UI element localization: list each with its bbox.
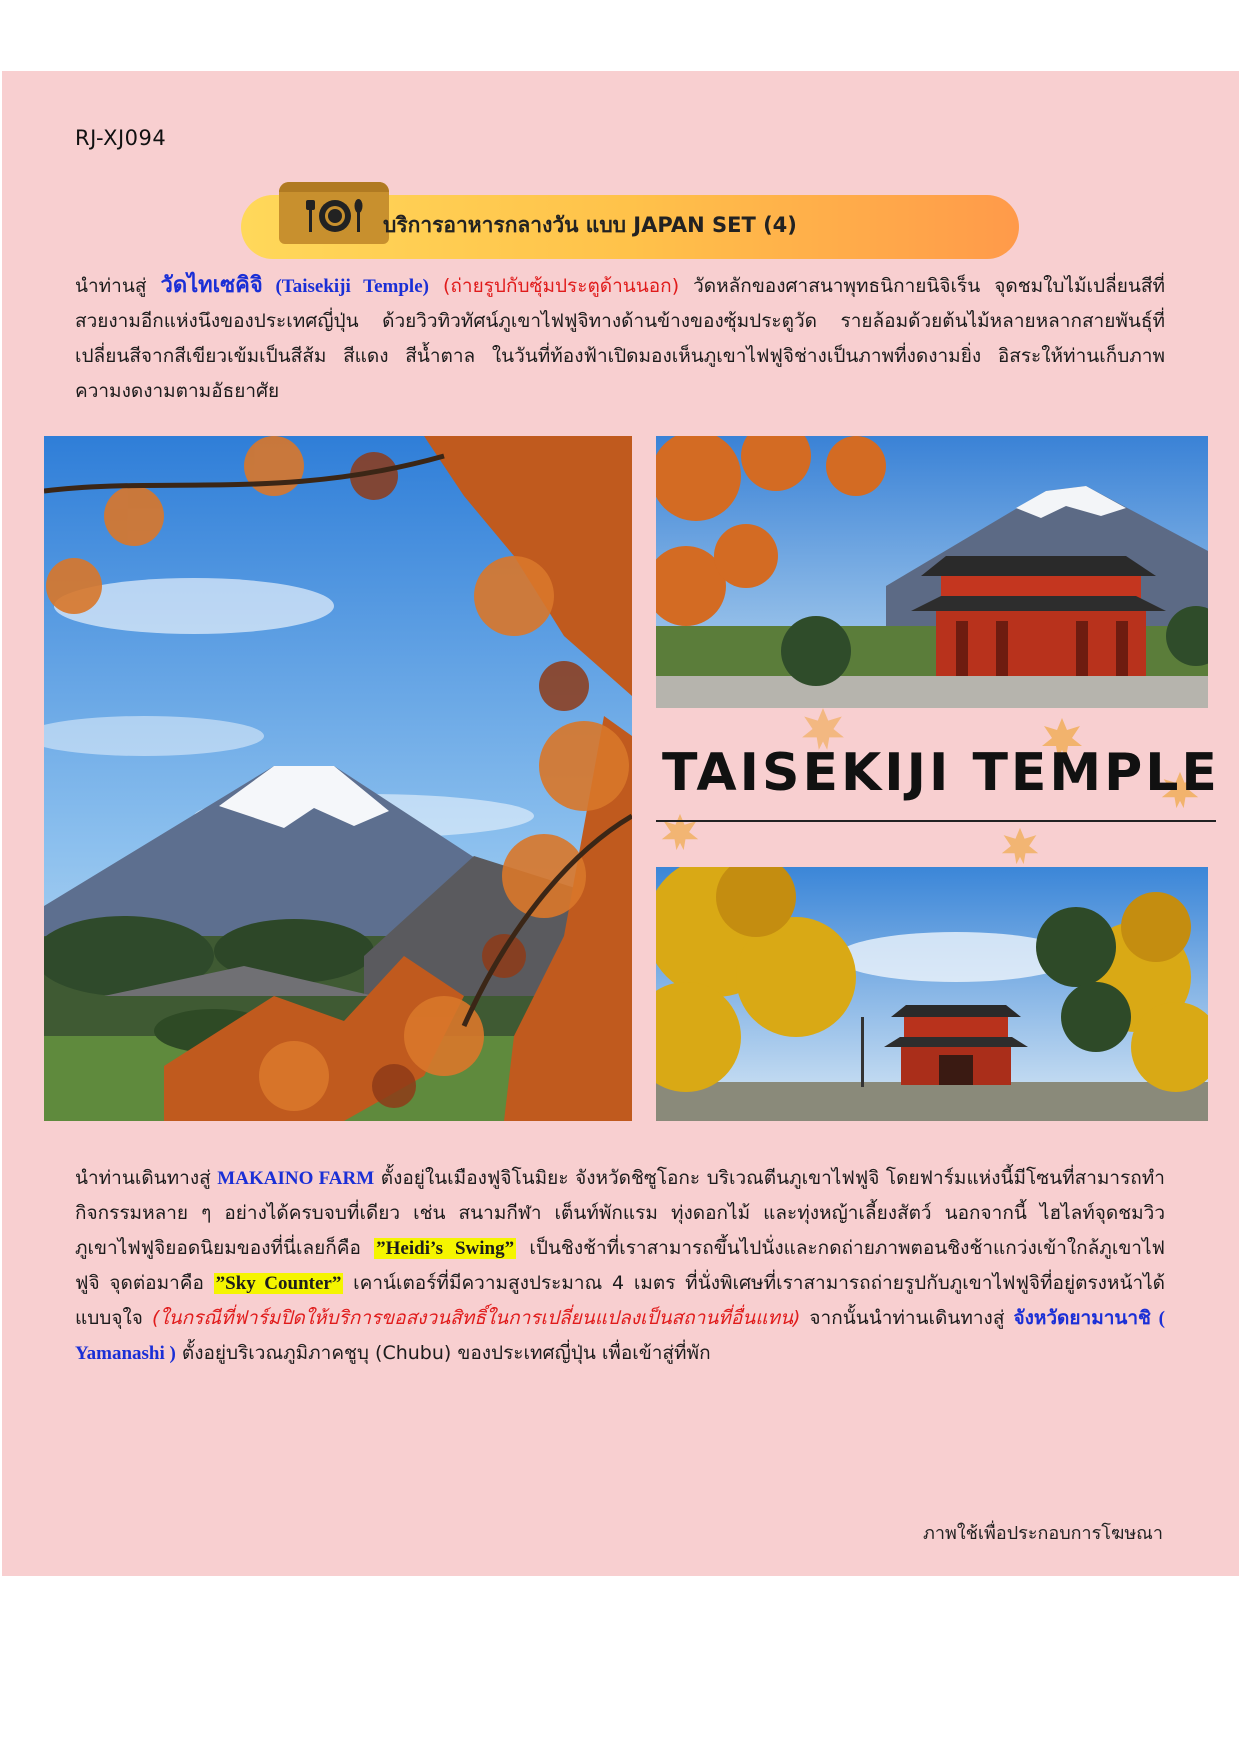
prefecture-name-thai: จังหวัดยามานาชิ: [1013, 1307, 1151, 1329]
advertising-disclaimer: ภาพใช้เพื่อประกอบการโฆษณา: [923, 1523, 1163, 1544]
prefecture-name-english: ( Yamanashi ): [75, 1308, 1166, 1364]
dish-cutlery-icon: [303, 194, 367, 238]
maple-leaf-icon: [660, 812, 700, 852]
text-run: เป็นชิงช้าที่เราสามารถขึ้นไปนั่งและกดถ่ายภาพตอนชิงช้าแกว่งเข้าใกล้ภูเขาไฟฟูจิ จุดต่อมาคือ: [75, 1237, 1165, 1294]
temple-gate-fuji-photo: [656, 436, 1208, 708]
farm-name: MAKAINO FARM: [217, 1168, 375, 1189]
text-run: ตั้งอยู่บริเวณภูมิภาคชูบุ (Chubu) ของประเทศญี่ปุ่น เพื่อเข้าสู่ที่พัก: [175, 1342, 711, 1364]
taisekiji-description: [75, 268, 1165, 409]
text-run: ตั้งอยู่ในเมืองฟูจิโนมิยะ จังหวัดชิซูโอกะ บริเวณตีนภูเขาไฟฟูจิ โดยฟาร์มแห่งนี้มีโซนที่สามารถทำกิจกรรมหลาย ๆ อย่างได้ครบจบที่เดียว เช่น สนามกีฬา เต็นท์พักแรม ทุ่งดอกไม้ และทุ่งหญ้าเลี้ยงสัตว์ นอกจากนี้ ไฮไลท์จุดชมวิวภูเขาไฟฟูจิยอดนิยมของที่นี่เลยก็คือ: [75, 1167, 1165, 1259]
text-run: วัดหลักของศาสนาพุทธนิกายนิจิเร็น จุดชมใบไม้เปลี่ยนสีที่สวยงามอีกแห่งนึงของประเทศญี่ปุ่น ด้วยวิวทิวทัศน์ภูเขาไฟฟูจิทางด้านข้างของซุ้มประตูวัด รายล้อมด้วยต้นไม้หลายหลากสายพันธุ์ที่เปลี่ยนสีจากสีเขียวเข้มเป็นสีส้ม สีแดง สีน้ำตาล ในวันที่ท้องฟ้าเปิดมองเห็นภูเขาไฟฟูจิช่างเป็นภาพที่งดงามยิ่ง อิสระให้ท่านเก็บภาพความงดงามตามอัธยาศัย: [75, 275, 1165, 402]
text-run: จากนั้นนำท่านเดินทางสู่: [800, 1307, 1014, 1329]
makaino-farm-description: [75, 1161, 1165, 1371]
highlight-heidis-swing: ”Heidi’s Swing”: [376, 1238, 515, 1259]
photo-note: (ถ่ายรูปกับซุ้มประตูด้านนอก): [428, 275, 680, 297]
banner-tab-curl: [279, 182, 389, 192]
highlight-sky-counter: ”Sky Counter”: [215, 1273, 342, 1294]
fuji-maple-photo: [44, 436, 632, 1121]
text-run: เคาน์เตอร์ที่มีความสูงประมาณ 4 เมตร ที่นั่งพิเศษที่เราสามารถถ่ายรูปกับภูเขาไฟฟูจิที่อยู่ตรงหน้าได้แบบจุใจ: [75, 1272, 1166, 1329]
temple-name-english: (Taisekiji Temple): [262, 276, 429, 297]
text-run: นำท่านเดินทางสู่: [75, 1167, 218, 1189]
maple-leaf-icon: [1000, 826, 1040, 866]
text-run: นำท่านสู่: [75, 275, 161, 297]
temple-name-thai: วัดไทเซคิจิ: [160, 273, 263, 298]
temple-title: TAISEKIJI TEMPLE: [662, 743, 1220, 803]
title-divider: [656, 820, 1216, 822]
tour-code: RJ-XJ094: [75, 126, 167, 150]
ginkgo-gate-photo: [656, 867, 1208, 1121]
closure-note: (ในกรณีที่ฟาร์มปิดให้บริการขอสงวนสิทธิ์ในการเปลี่ยนแปลงเป็นสถานที่อื่นแทน): [151, 1307, 801, 1329]
banner-title: บริการอาหารกลางวัน แบบ JAPAN SET (4): [383, 213, 797, 237]
